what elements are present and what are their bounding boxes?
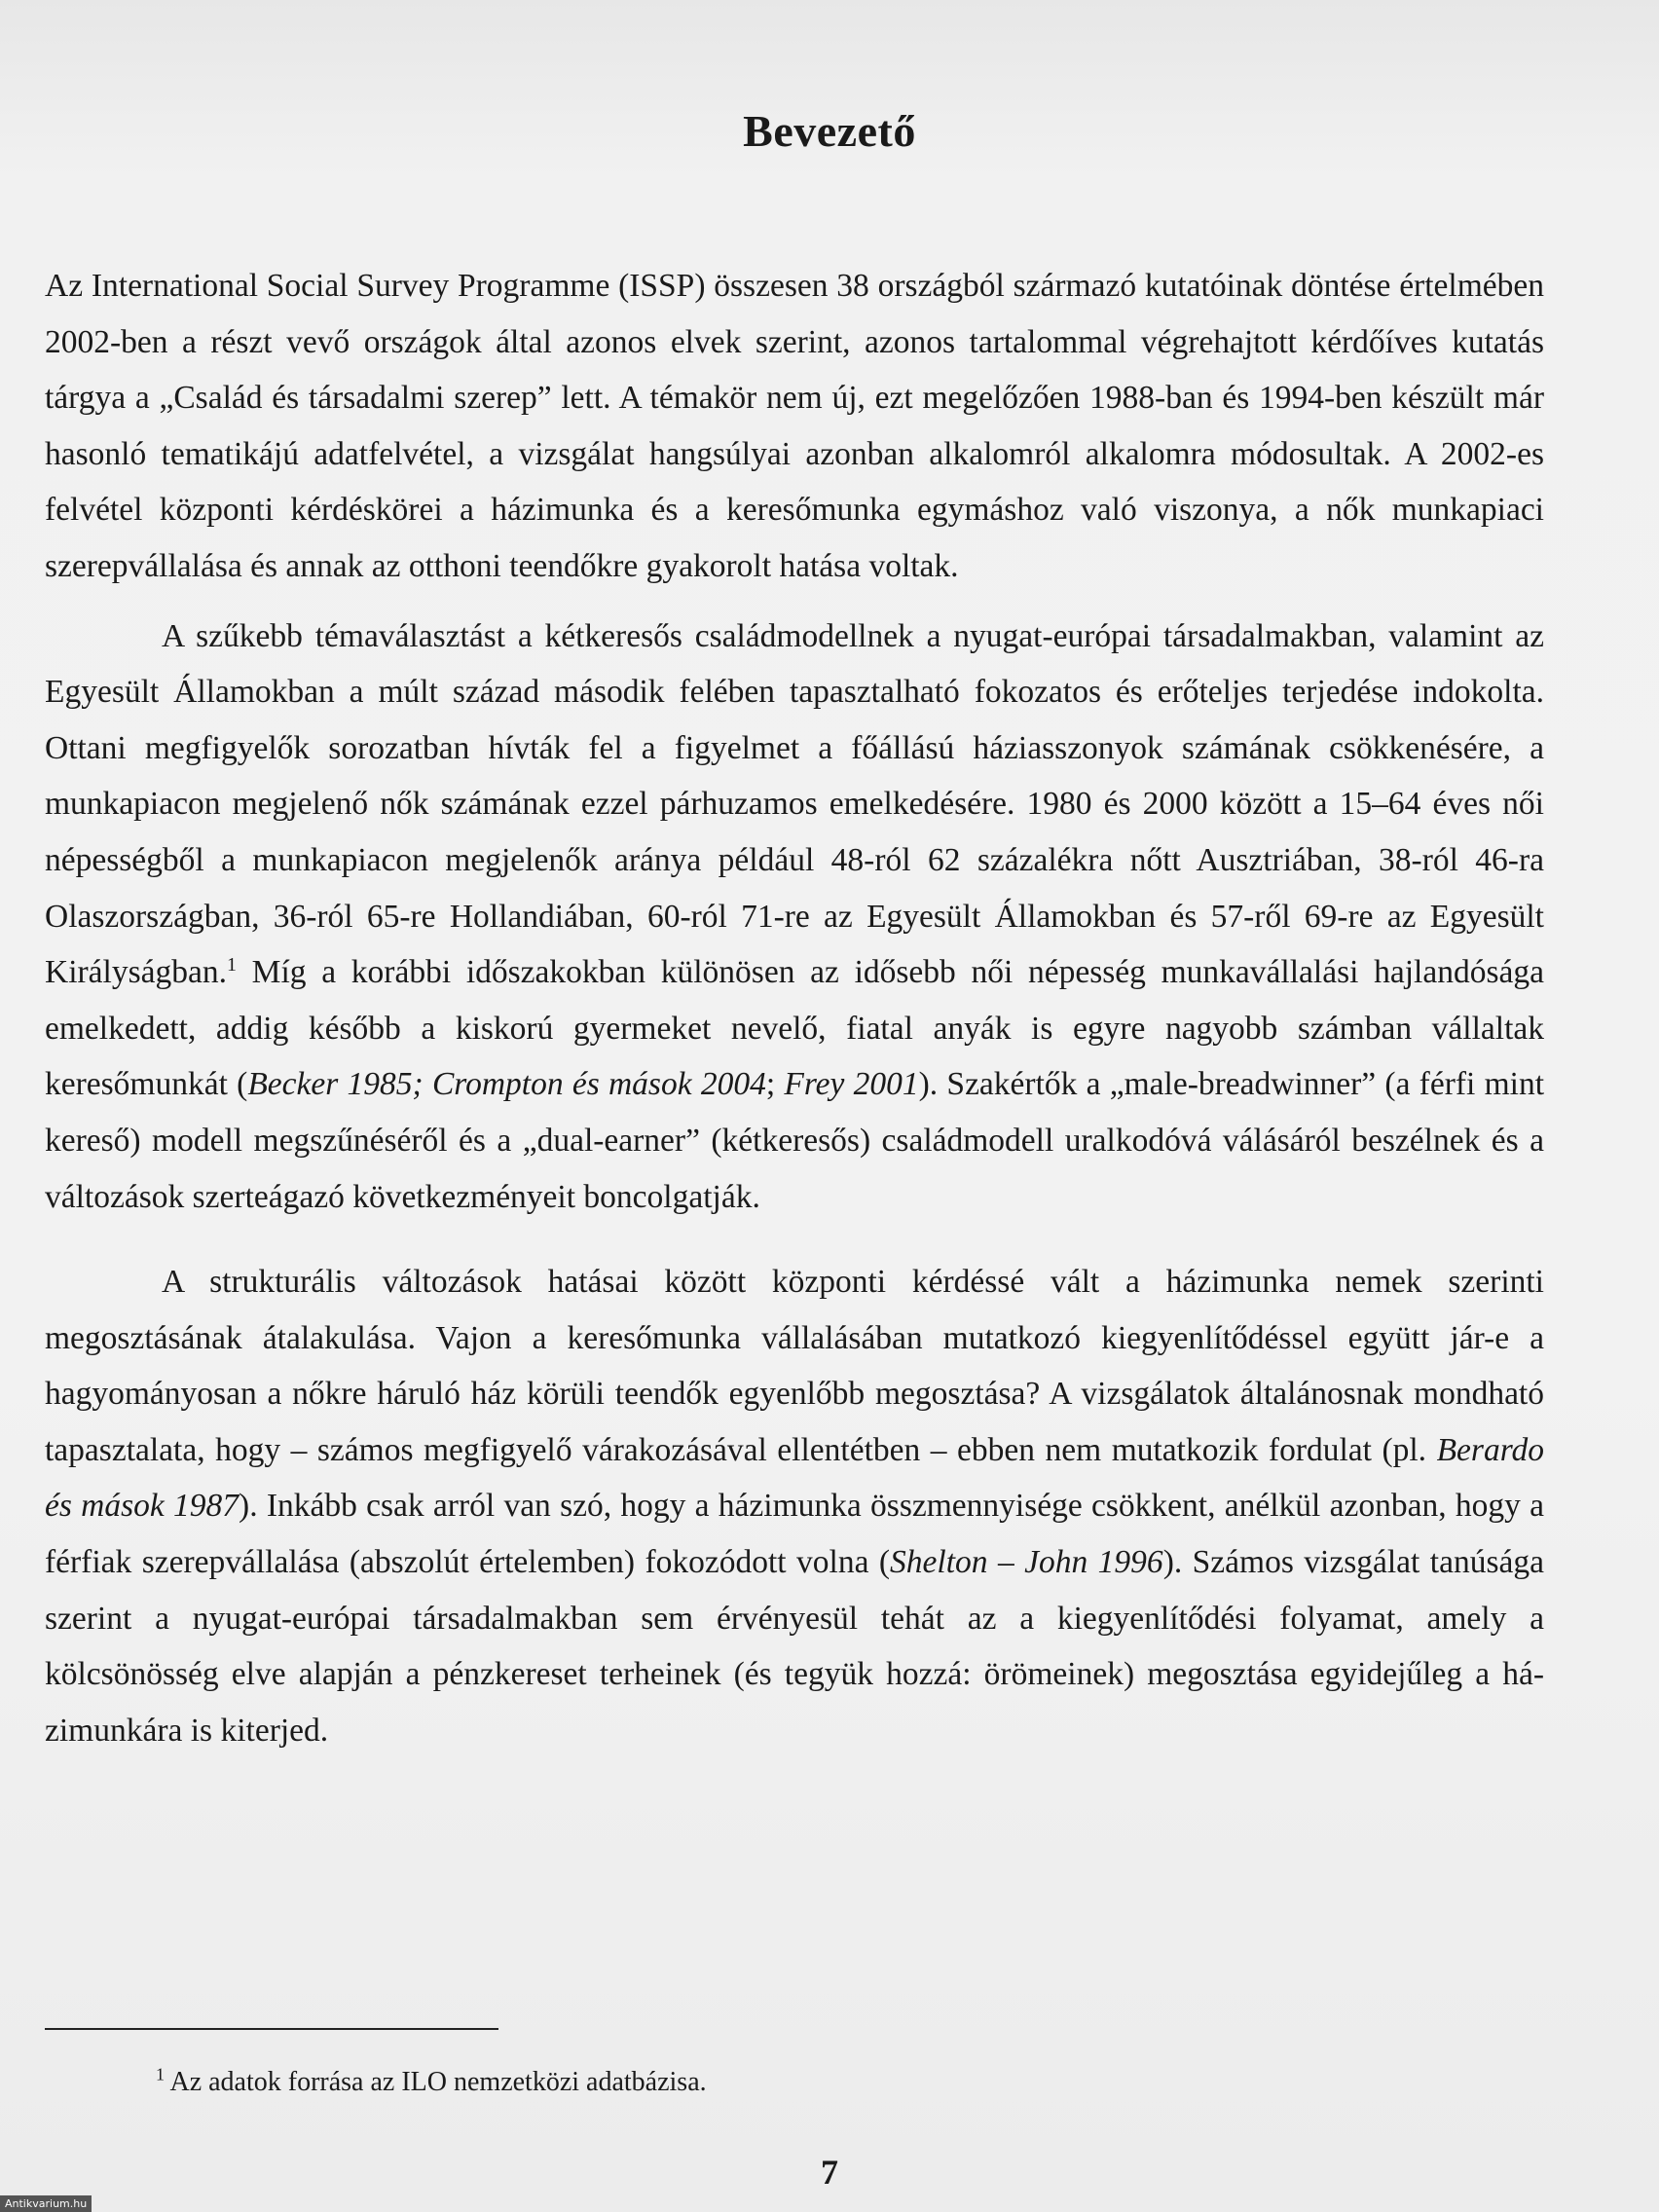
paragraph-text: A strukturális változások hatásai között központi kérdéssé vált a házimunka nemek szerinti megosztásának átalakulása. Vajon a keresőmunka vállalásában mutatkozó kiegyenlítődéssel együtt jár-e a hagyományosan a nőkre háruló ház körüli teendők egyenlőbb megosztása? A vizsgálatok általánosnak mondható tapasztalata, hogy – számos megfigyelő várakozásával ellentétben – ebben nem mutatkozik fordulat (pl. — [45, 1264, 1544, 1468]
footnote-text: Az adatok forrása az ILO nemzetközi adatbázisa. — [169, 2067, 707, 2097]
citation: Shelton – John 1996 — [890, 1544, 1163, 1581]
paragraph — [45, 608, 1544, 1226]
paragraph-text: Az International Social Survey Programme (ISSP) összesen 38 országból származó kutatóinak döntése értelmében 2002-ben a részt vevő országok által azonos elvek szerint, azonos tartalommal végrehajtott kérdőíves kutatás tárgya a „Család és társadalmi szerep” lett. A témakör nem új, ezt megelőzően 1988-ban és 1994-ben készült már hasonló tematikájú adatfelvétel, a vizsgálat hangsúlyai azonban alkalomról alkalomra módosultak. A 2002-es felvétel központi kérdéskörei a házimunka és a keresőmunka egymáshoz való viszonya, a nők munkapiaci szerepvállalása és annak az otthoni teendőkre gyakorolt hatása voltak. — [45, 268, 1544, 584]
footnote-reference: 1 — [226, 953, 237, 976]
body-text — [45, 258, 1544, 1758]
citation: Berardo és mások 1987 — [45, 1431, 1544, 1525]
footnote-marker: 1 — [156, 2064, 165, 2084]
footnote-separator — [45, 2028, 498, 2030]
paragraph-text: A szűkebb témaválasztást a kétkeresős családmodellnek a nyugat-európai társadalmakban, valamint az Egyesült Államokban a múlt század második felében tapasztalható fokozatos és erőteljes terjedése indokolta. Ottani megfigyelők sorozatban hívták fel a figyelmet a főállású háziasszonyok számának csökkenésére, a munkapiacon megjelenő nők számának ezzel párhuzamos emelkedésére. 1980 és 2000 között a 15–64 éves női népességből a munkapiacon megjelenők aránya például 48-ról 62 százalékra nőtt Ausztriában, 38-ról 46-ra Olaszországban, 36-ról 65-re Hollandiában, 60-ról 71-re az Egyesült Államokban és 57-ről 69-re az Egyesült Királyságban. — [45, 617, 1544, 991]
page-title: Bevezető — [743, 106, 916, 156]
citation: Frey 2001 — [784, 1066, 919, 1103]
paragraph — [45, 1254, 1544, 1758]
footnote — [156, 2066, 707, 2099]
paragraph — [45, 258, 1544, 595]
paragraph-text: ). Inkább csak arról van szó, hogy a házimunka összmennyisége csökkent, anélkül azonban, hogy a férfiak szerepvállalása (abszolút értelemben) fokozódott volna ( — [45, 1488, 1544, 1581]
paragraph-text: ). Számos vizsgálat tanúsága szerint a nyugat-európai társadalmakban sem érvényesül tehát az a kiegyenlítődési folyamat, amely a kölcsönösség elve alapján a pénzkereset terheinek (és tegyük hozzá: örömeinek) megosztása egyidejűleg a házimunkára is kiterjed. — [45, 1544, 1544, 1749]
watermark: Antikvarium.hu — [0, 2195, 92, 2212]
paragraph-text: ; — [765, 1066, 785, 1103]
citation: Becker 1985; Crompton és mások 2004 — [247, 1066, 766, 1103]
page-number: 7 — [821, 2153, 838, 2192]
paragraph-text: ). Szakértők a „male-breadwinner” (a férfi mint kereső) modell megszűnéséről és a „dual-earner” (kétkeresős) családmodell uralkodóvá válásáról beszélnek és a változások szerteágazó következményeit boncolgatják. — [45, 1066, 1544, 1215]
paragraph-text: Míg a korábbi időszakokban különösen az idősebb női népesség munkavállalási hajlandósága emelkedett, addig később a kiskorú gyermeket nevelő, fiatal anyák is egyre nagyobb számban vállaltak keresőmunkát ( — [45, 954, 1544, 1103]
